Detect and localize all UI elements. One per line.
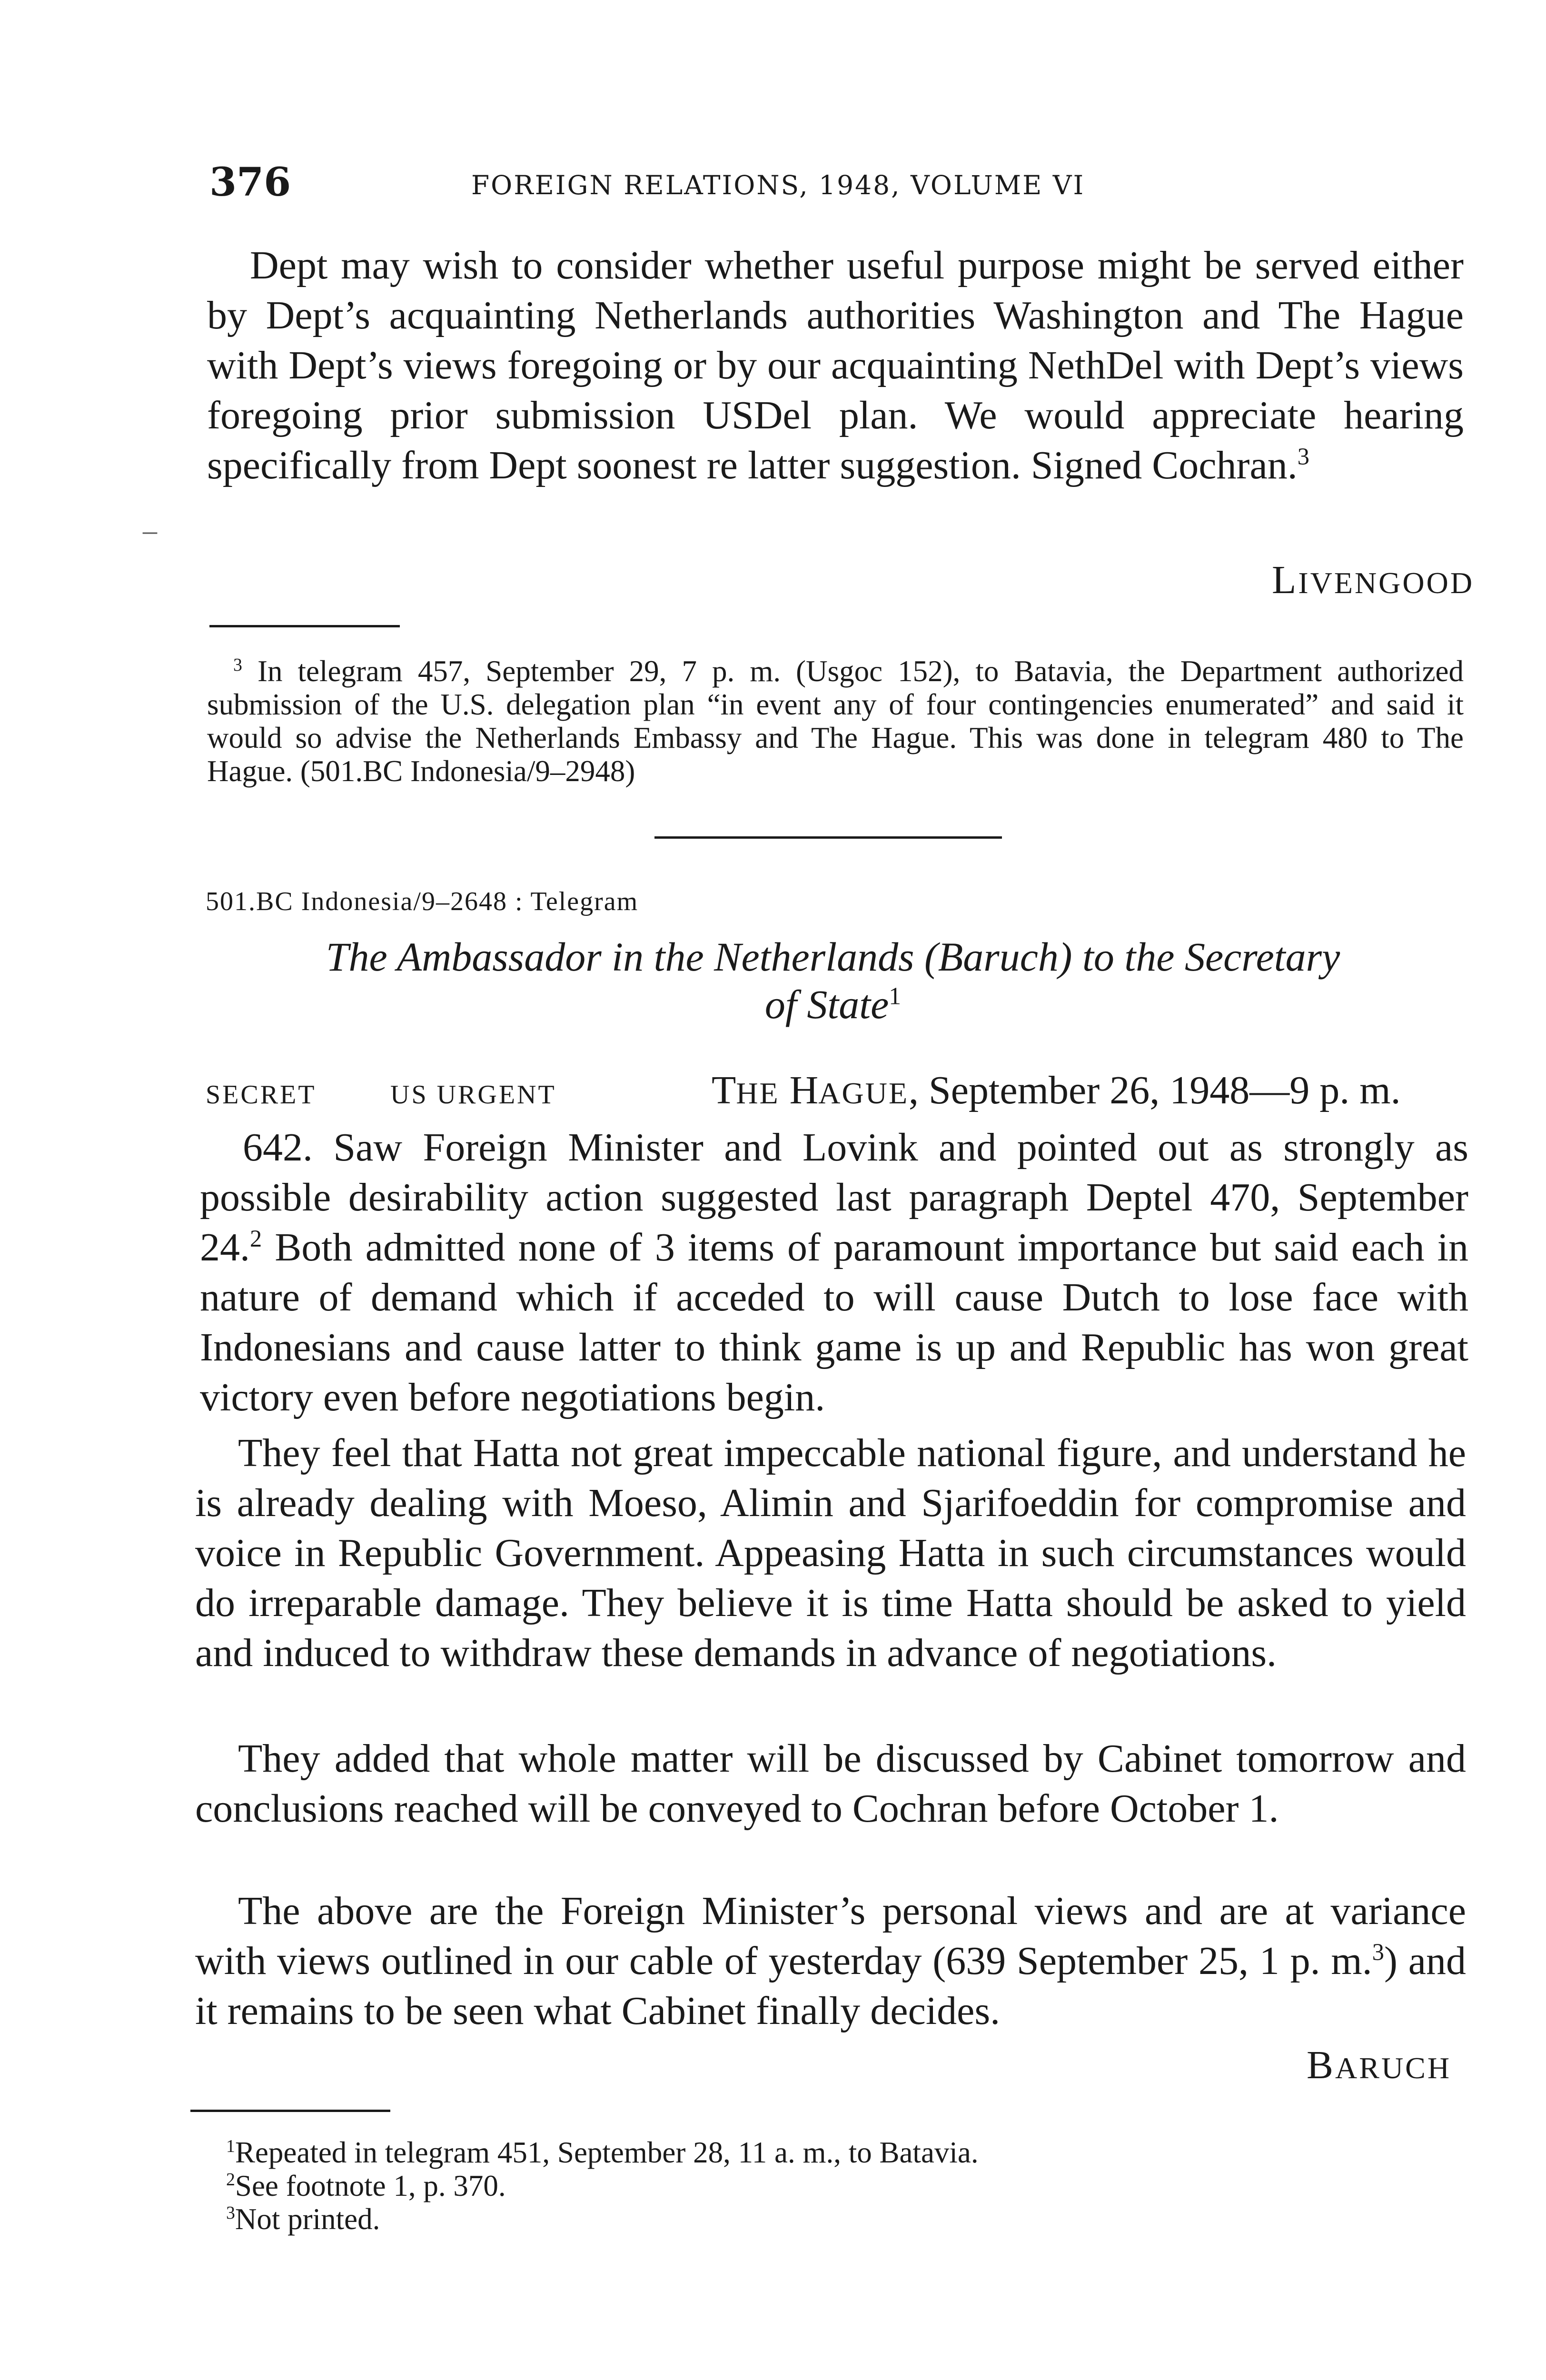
classification: SECRET	[206, 1080, 317, 1110]
paragraph-personal-views: The above are the Foreign Minister’s personal views and are at variance with views outlined in our cable of yesterday (639 September 25, 1 p. m.$^3$) and it remains to be seen what Cabinet finally decides.	[195, 1889, 1467, 2033]
signature-baruch: BARUCH	[1307, 2043, 1452, 2087]
footnote-2: $^2$See footnote 1, p. 370.	[226, 2169, 506, 2202]
document-title: The Ambassador in the Netherlands (Baruch) to the Secretary of State$^1$	[326, 934, 1340, 1027]
paragraph-hatta: They feel that Hatta not great impeccable national figure, and understand he is already dealing with Moeso, Alimin and Sjarifoeddin for compromise and voice in Republic Government. Appeasing Hatta in such circumstances would do irreparable damage. They believe it is time Hatta should be asked to yield and induced to withdraw these demands in advance of negotiations.	[195, 1431, 1466, 1675]
running-title: FOREIGN RELATIONS, 1948, VOLUME VI	[471, 170, 1085, 200]
footnote-3-top: $^3$ In telegram 457, September 29, 7 p. m. (Usgoc 152), to Batavia, the Department authorized submission of the U.S. delegation plan “in event any of four contingencies enumerated” and said it would so advise the Netherlands Embassy and The Hague. This was done in telegram 480 to The Hague. (501.BC Indonesia/9–2948)	[207, 654, 1464, 788]
footnotes-list	[226, 2136, 1368, 2236]
place-date: THE HAGUE, September 26, 1948—9 p. m.	[712, 1068, 1401, 1112]
margin-mark: –	[143, 515, 157, 546]
footnote-rule-bottom	[190, 2110, 390, 2112]
file-reference: 501.BC Indonesia/9–2648 : Telegram	[206, 887, 639, 916]
footnote-ref: 3	[1297, 443, 1309, 470]
footnote-3: $^3$Not printed.	[226, 2202, 380, 2236]
paragraph-cabinet: They added that whole matter will be discussed by Cabinet tomorrow and conclusions reached will be conveyed to Cochran before October 1.	[195, 1736, 1466, 1831]
paragraph-642: 642. Saw Foreign Minister and Lovink and pointed out as strongly as possible desirability action suggested last paragraph Deptel 470, September 24.$^2$ Both admitted none of 3 items of paramount importance but said each in nature of demand which if acceded to will cause Dutch to lose face with Indonesians and cause latter to think game is up and Republic has won great victory even before negotiations begin.	[200, 1125, 1468, 1419]
footnote-1: $^1$Repeated in telegram 451, September 28, 11 a. m., to Batavia.	[226, 2136, 979, 2169]
priority: US URGENT	[390, 1080, 556, 1110]
signature-livengood: LIVENGOOD	[1272, 558, 1475, 602]
page-number: 376	[209, 159, 291, 205]
continuation-paragraph: Dept may wish to consider whether useful purpose might be served either by Dept’s acquainting Netherlands authorities Washington and The Hague with Dept’s views foregoing or by our acquainting NethDel with Dept’s views foregoing prior submission USDel plan. We would appreciate hearing specifically from Dept soonest re latter suggestion. Signed Cochran.$^3$	[207, 243, 1464, 487]
footnote-rule	[209, 625, 400, 627]
section-rule	[654, 836, 1002, 839]
